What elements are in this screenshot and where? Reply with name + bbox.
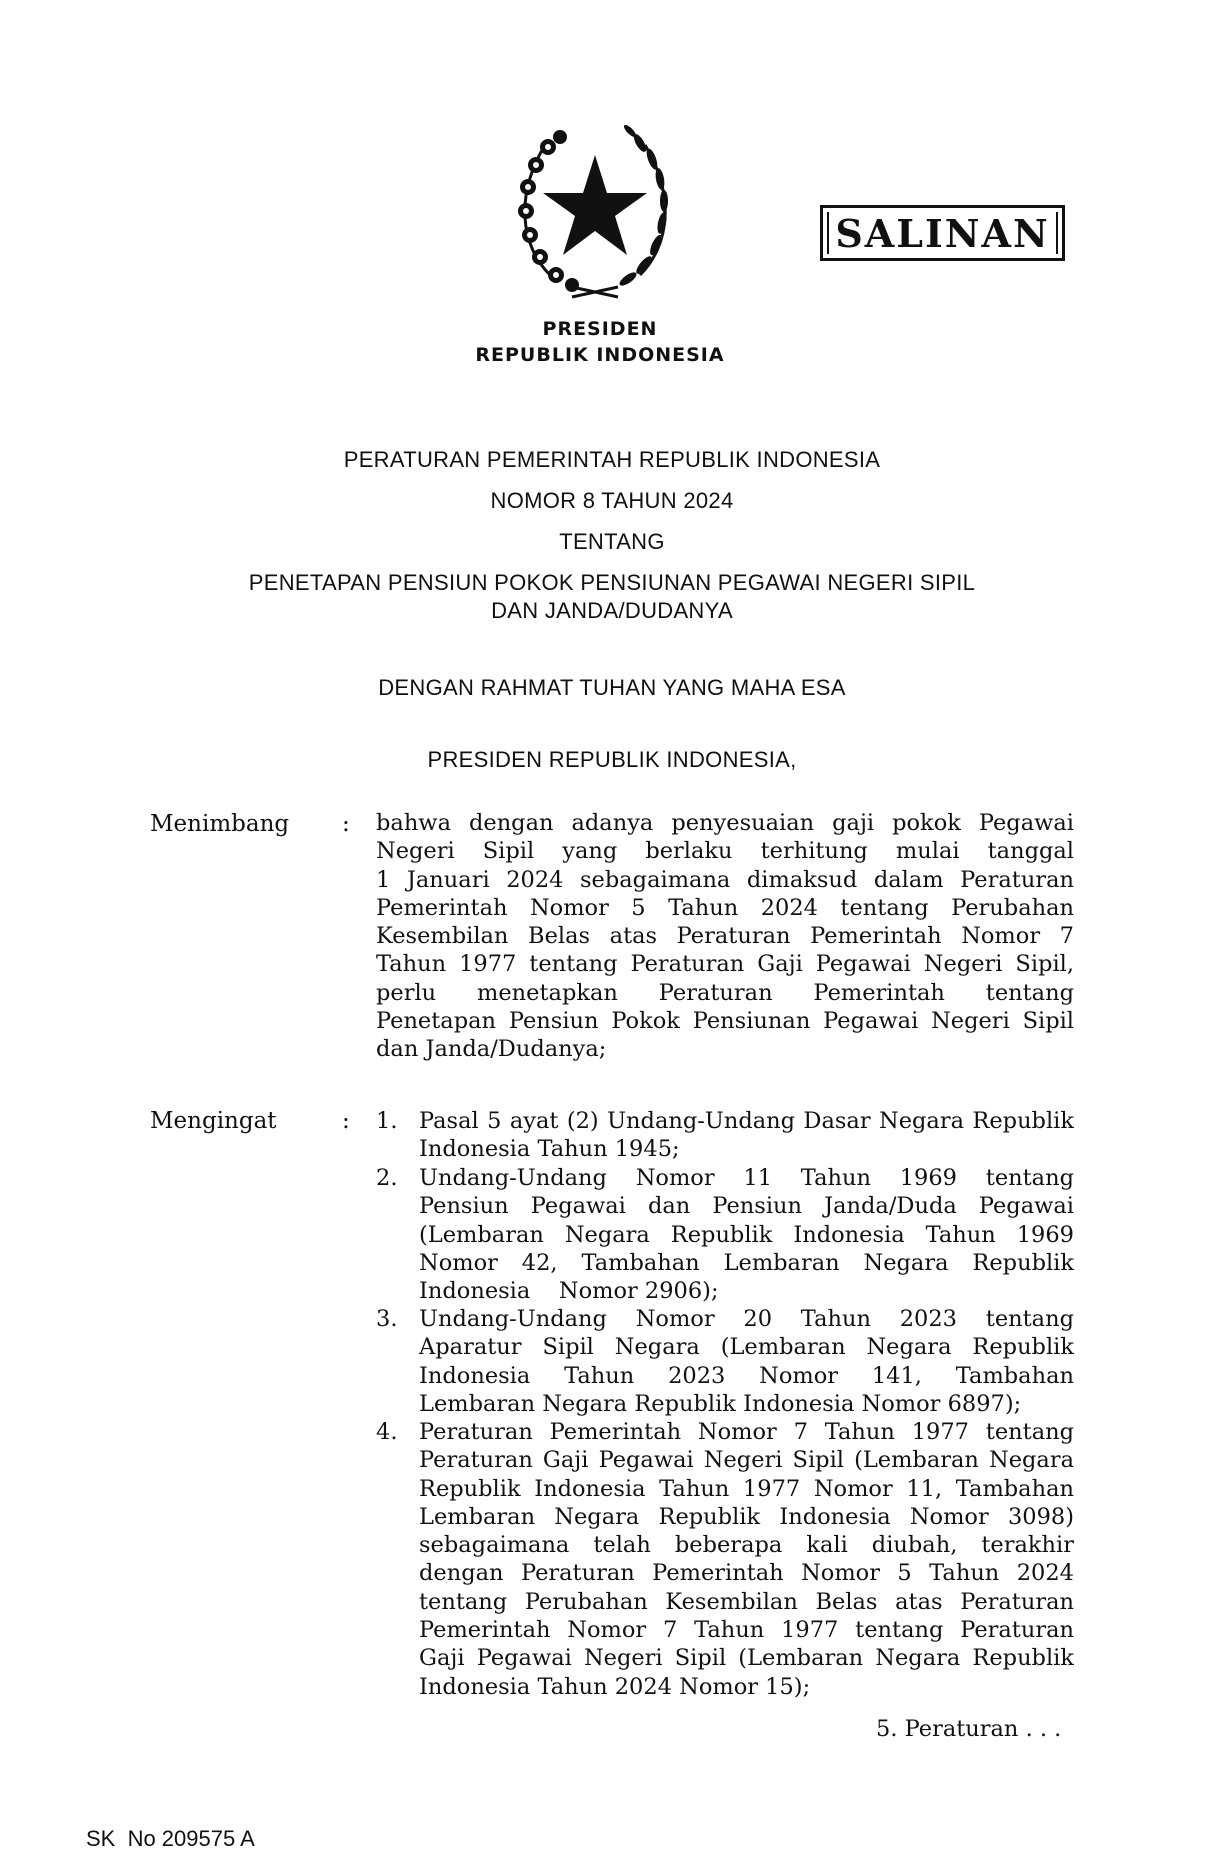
salinan-stamp: SALINAN [820, 205, 1065, 261]
item-line: Pasal 5 ayat (2) Undang-Undang Dasar Negara Republik [419, 1108, 1074, 1134]
item-text [419, 1164, 1074, 1305]
menimbang-paragraph [376, 809, 1074, 1064]
item-line: Pemerintah Nomor 7 Tahun 1977 tentang Peraturan [419, 1617, 1074, 1644]
item-line: Pensiun Pegawai dan Pensiun Janda/Duda Pegawai [419, 1193, 1074, 1220]
item-line: Indonesia Tahun 1945; [419, 1136, 680, 1163]
item-line: Lembaran Negara Republik Indonesia Nomor 6897); [419, 1390, 1022, 1417]
invocation: DENGAN RAHMAT TUHAN YANG MAHA ESA [378, 675, 846, 700]
item-text [419, 1305, 1074, 1418]
menimbang-line: Pemerintah Nomor 5 Tahun 2024 tentang Perubahan [376, 894, 1074, 921]
item-number: 3. [376, 1306, 398, 1332]
menimbang-colon: : [342, 811, 350, 837]
menimbang-line: bahwa dengan adanya penyesuaian gaji pokok Pegawai [376, 810, 1074, 836]
item-text [419, 1107, 1074, 1164]
item-line: tentang Perubahan Kesembilan Belas atas Peraturan [419, 1588, 1074, 1615]
republik-indonesia-caption: REPUBLIK INDONESIA [475, 344, 725, 366]
menimbang-line: Tahun 1977 tentang Peraturan Gaji Pegawai Negeri Sipil, [376, 951, 1074, 978]
regulation-subject-line2: DAN JANDA/DUDANYA [491, 598, 733, 623]
menimbang-line: 1 Januari 2024 sebagaimana dimaksud dalam Peraturan [376, 866, 1074, 893]
menimbang-line: Penetapan Pensiun Pokok Pensiunan Pegawai Negeri Sipil [376, 1008, 1074, 1035]
presiden-caption: PRESIDEN [542, 318, 658, 340]
item-line: Indonesia Tahun 2023 Nomor 141, Tambahan [419, 1362, 1074, 1389]
presidential-star-emblem-icon [510, 125, 680, 300]
tentang-heading: TENTANG [559, 529, 665, 554]
regulation-number: NOMOR 8 TAHUN 2024 [490, 488, 734, 513]
mengingat-label: Mengingat [150, 1108, 277, 1134]
item-line: Peraturan Gaji Pegawai Negeri Sipil (Lembaran Negara [419, 1447, 1074, 1474]
item-number: 2. [376, 1165, 398, 1191]
item-number: 4. [376, 1419, 398, 1445]
item-line: Aparatur Sipil Negara (Lembaran Negara Republik [419, 1334, 1074, 1361]
menimbang-line: Negeri Sipil yang berlaku terhitung mulai tanggal [376, 838, 1074, 865]
item-line: Nomor 42, Tambahan Lembaran Negara Republik [419, 1249, 1074, 1276]
item-text [419, 1418, 1074, 1701]
enacting-authority: PRESIDEN REPUBLIK INDONESIA, [427, 747, 797, 772]
item-line: Undang-Undang Nomor 11 Tahun 1969 tentang [419, 1165, 1074, 1191]
item-line: Indonesia Nomor 2906); [419, 1278, 719, 1305]
menimbang-label: Menimbang [150, 811, 290, 837]
item-line: (Lembaran Negara Republik Indonesia Tahun 1969 [419, 1221, 1074, 1248]
regulation-title: PERATURAN PEMERINTAH REPUBLIK INDONESIA [343, 447, 881, 472]
mengingat-colon: : [342, 1108, 350, 1134]
menimbang-line: Kesembilan Belas atas Peraturan Pemerintah Nomor 7 [376, 923, 1074, 950]
item-number: 1. [376, 1108, 398, 1134]
item-line: Indonesia Tahun 2024 Nomor 15); [419, 1673, 811, 1700]
menimbang-line: dan Janda/Dudanya; [376, 1036, 607, 1063]
item-line: Gaji Pegawai Negeri Sipil (Lembaran Negara Republik [419, 1645, 1074, 1672]
sk-number: SK No 209575 A [86, 1826, 255, 1851]
item-line: dengan Peraturan Pemerintah Nomor 5 Tahun 2024 [419, 1560, 1074, 1587]
item-line: Undang-Undang Nomor 20 Tahun 2023 tentang [419, 1306, 1074, 1332]
menimbang-line: perlu menetapkan Peraturan Pemerintah tentang [376, 979, 1074, 1006]
regulation-subject-line1: PENETAPAN PENSIUN POKOK PENSIUNAN PEGAWAI NEGERI SIPIL [248, 570, 976, 595]
item-line: sebagaimana telah beberapa kali diubah, terakhir [419, 1532, 1074, 1559]
item-line: Peraturan Pemerintah Nomor 7 Tahun 1977 tentang [419, 1419, 1074, 1445]
page-continuation: 5. Peraturan . . . [876, 1716, 1062, 1742]
item-line: Republik Indonesia Tahun 1977 Nomor 11, Tambahan [419, 1475, 1074, 1502]
item-line: Lembaran Negara Republik Indonesia Nomor 3098) [419, 1503, 1074, 1530]
